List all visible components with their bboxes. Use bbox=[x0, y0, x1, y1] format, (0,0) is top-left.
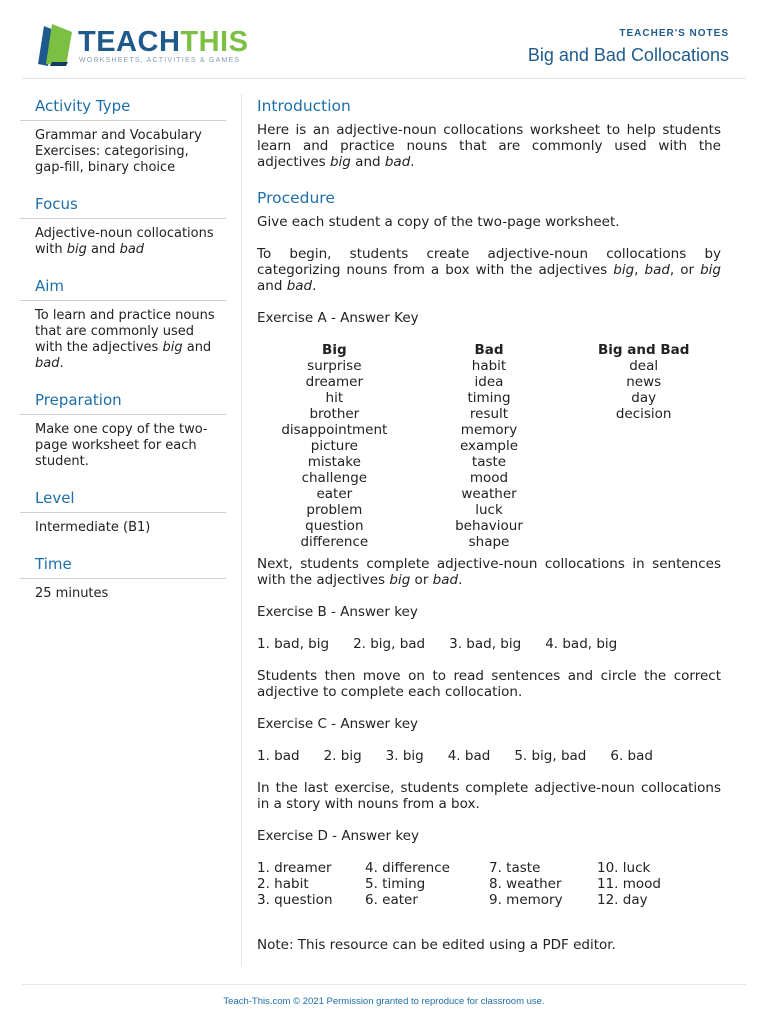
answer-noun: challenge bbox=[301, 470, 368, 486]
answer-column bbox=[412, 342, 567, 550]
exercise-a-answer-table bbox=[257, 342, 721, 550]
section-heading: Activity Type bbox=[35, 97, 131, 115]
answer-noun: habit bbox=[471, 358, 507, 374]
procedure-paragraph: To begin, students create adjective-noun collocations by categorizing nouns from a box with the adjectives big, bad, or big and bad. bbox=[257, 246, 721, 294]
section-body: Adjective-noun collocations with big and bad bbox=[35, 226, 214, 257]
answer-item: 11. mood bbox=[597, 876, 661, 892]
answer-noun: shape bbox=[468, 534, 510, 550]
answer-noun: mood bbox=[469, 470, 509, 486]
brand-name: TEACHTHIS bbox=[78, 26, 249, 58]
brand-tagline: WORKSHEETS, ACTIVITIES & GAMES bbox=[79, 57, 241, 64]
header-divider bbox=[22, 78, 746, 79]
exercise-a-label: Exercise A - Answer Key bbox=[257, 310, 419, 326]
teachers-notes-label: TEACHER'S NOTES bbox=[619, 28, 729, 39]
answer-noun: decision bbox=[615, 406, 672, 422]
answer-item: 4. bad bbox=[447, 748, 491, 764]
answer-noun: brother bbox=[309, 406, 360, 422]
page-title: Big and Bad Collocations bbox=[527, 45, 729, 65]
answer-noun: hit bbox=[325, 390, 344, 406]
column-divider bbox=[241, 94, 242, 966]
column-header: Bad bbox=[474, 342, 504, 358]
introduction-heading: Introduction bbox=[257, 97, 351, 115]
answer-item: 3. big bbox=[385, 748, 424, 764]
sidebar-section-aim bbox=[20, 274, 226, 372]
answer-noun: surprise bbox=[307, 358, 362, 374]
answer-item: 2. big, bad bbox=[353, 636, 426, 652]
answer-item: 1. bad, big bbox=[257, 636, 330, 652]
answer-noun: eater bbox=[316, 486, 353, 502]
copyright-footer: Teach-This.com © 2021 Permission granted to reproduce for classroom use. bbox=[223, 996, 545, 1007]
editing-note: Note: This resource can be edited using a PDF editor. bbox=[257, 937, 616, 953]
answer-item: 6. bad bbox=[610, 748, 653, 764]
answer-item: 7. taste bbox=[489, 860, 541, 876]
introduction-text: Here is an adjective-noun collocations worksheet to help students learn and practice nouns that are commonly used with the adjectives big and bad. bbox=[257, 122, 721, 170]
answer-item: 3. bad, big bbox=[449, 636, 522, 652]
sidebar-section-time bbox=[20, 552, 226, 602]
column-header: Big bbox=[322, 342, 347, 358]
procedure-paragraph: Students then move on to read sentences and circle the correct adjective to complete each collocation. bbox=[257, 668, 721, 700]
procedure-paragraph: Give each student a copy of the two-page worksheet. bbox=[257, 214, 620, 230]
answer-noun: result bbox=[469, 406, 509, 422]
answer-noun: taste bbox=[471, 454, 507, 470]
answer-item: 3. question bbox=[257, 892, 333, 908]
exercise-d-answers bbox=[257, 860, 721, 908]
answer-noun: weather bbox=[461, 486, 517, 502]
answer-column bbox=[257, 342, 412, 550]
answer-noun: day bbox=[631, 390, 657, 406]
section-body: Intermediate (B1) bbox=[35, 520, 151, 535]
page-header bbox=[0, 0, 768, 78]
section-body: Grammar and Vocabulary Exercises: categorising, gap-fill, binary choice bbox=[35, 128, 202, 175]
sidebar-section-activity-type bbox=[20, 94, 226, 176]
exercise-d-label: Exercise D - Answer key bbox=[257, 828, 419, 844]
answer-noun: mistake bbox=[307, 454, 361, 470]
answer-noun: difference bbox=[300, 534, 369, 550]
column-header: Big and Bad bbox=[597, 342, 690, 358]
answer-noun: news bbox=[626, 374, 662, 390]
section-heading: Time bbox=[35, 555, 72, 573]
sidebar bbox=[20, 94, 226, 618]
procedure-paragraph: Next, students complete adjective-noun collocations in sentences with the adjectives big or bad. bbox=[257, 556, 721, 588]
main-content bbox=[257, 94, 721, 969]
footer-divider bbox=[22, 984, 746, 985]
answer-item: 4. difference bbox=[365, 860, 450, 876]
answer-noun: behaviour bbox=[455, 518, 523, 534]
answer-noun: question bbox=[305, 518, 364, 534]
answer-item: 4. bad, big bbox=[545, 636, 618, 652]
answer-item: 1. dreamer bbox=[257, 860, 332, 876]
answer-item: 8. weather bbox=[489, 876, 562, 892]
answer-item: 10. luck bbox=[597, 860, 651, 876]
answer-noun: picture bbox=[310, 438, 358, 454]
answer-noun: memory bbox=[460, 422, 518, 438]
procedure-heading: Procedure bbox=[257, 189, 335, 207]
answer-item: 5. timing bbox=[365, 876, 426, 892]
sidebar-section-preparation bbox=[20, 388, 226, 470]
section-heading: Level bbox=[35, 489, 75, 507]
exercise-b-label: Exercise B - Answer key bbox=[257, 604, 418, 620]
exercise-c-label: Exercise C - Answer key bbox=[257, 716, 418, 732]
section-body: To learn and practice nouns that are commonly used with the adjectives big and bad. bbox=[35, 308, 215, 371]
exercise-c-answers bbox=[257, 748, 721, 764]
answer-item: 6. eater bbox=[365, 892, 418, 908]
teach-this-logo[interactable] bbox=[36, 22, 249, 72]
answer-item: 12. day bbox=[597, 892, 648, 908]
answer-noun: example bbox=[459, 438, 519, 454]
answer-noun: dreamer bbox=[305, 374, 364, 390]
answer-item: 2. habit bbox=[257, 876, 309, 892]
answer-noun: idea bbox=[474, 374, 504, 390]
answer-item: 1. bad bbox=[257, 748, 300, 764]
answer-item: 5. big, bad bbox=[514, 748, 587, 764]
answer-item: 2. big bbox=[323, 748, 362, 764]
section-body: Make one copy of the two-page worksheet for each student. bbox=[35, 422, 208, 469]
answer-noun: deal bbox=[629, 358, 659, 374]
answer-noun: disappointment bbox=[281, 422, 388, 438]
answer-noun: luck bbox=[475, 502, 503, 518]
section-heading: Aim bbox=[35, 277, 65, 295]
procedure-paragraph: In the last exercise, students complete adjective-noun collocations in a story with nouns from a box. bbox=[257, 780, 721, 812]
answer-noun: timing bbox=[467, 390, 511, 406]
answer-column bbox=[566, 342, 721, 550]
section-heading: Preparation bbox=[35, 391, 122, 409]
exercise-b-answers bbox=[257, 636, 721, 652]
section-body: 25 minutes bbox=[35, 586, 109, 601]
book-logo-icon bbox=[36, 22, 76, 68]
sidebar-section-level bbox=[20, 486, 226, 536]
sidebar-section-focus bbox=[20, 192, 226, 258]
answer-noun: problem bbox=[306, 502, 363, 518]
answer-item: 9. memory bbox=[489, 892, 563, 908]
section-heading: Focus bbox=[35, 195, 78, 213]
